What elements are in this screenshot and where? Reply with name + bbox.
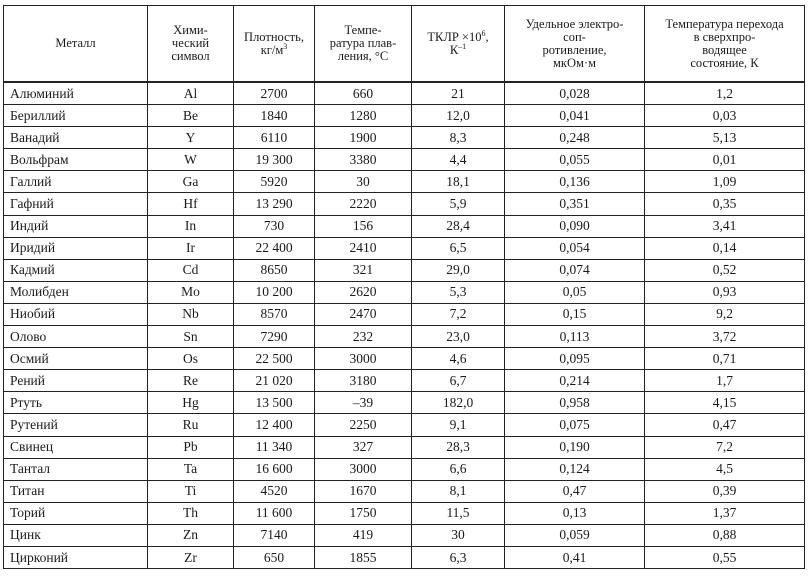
cell-symbol: Ru — [148, 414, 234, 436]
cell-resistivity: 0,113 — [505, 326, 645, 348]
cell-thermal-expansion: 11,5 — [412, 502, 505, 524]
cell-thermal-expansion: 4,4 — [412, 149, 505, 171]
cell-transition-temperature: 5,13 — [645, 127, 805, 149]
table-row — [4, 281, 805, 303]
cell-metal: Гафний — [4, 193, 148, 215]
table-row — [4, 414, 805, 436]
table-row — [4, 348, 805, 370]
cell-density: 4520 — [234, 480, 315, 502]
table-row — [4, 392, 805, 414]
cell-melting-point: 1280 — [315, 105, 412, 127]
cell-thermal-expansion: 30 — [412, 524, 505, 546]
cell-resistivity: 0,059 — [505, 524, 645, 546]
cell-metal: Рутений — [4, 414, 148, 436]
cell-metal: Молибден — [4, 281, 148, 303]
table-row — [4, 82, 805, 105]
table-row — [4, 524, 805, 546]
cell-metal: Кадмий — [4, 259, 148, 281]
cell-symbol: Ta — [148, 458, 234, 480]
cell-melting-point: 3000 — [315, 458, 412, 480]
cell-metal: Осмий — [4, 348, 148, 370]
cell-transition-temperature: 0,03 — [645, 105, 805, 127]
cell-symbol: Zr — [148, 546, 234, 568]
metals-properties-table — [3, 5, 805, 569]
cell-thermal-expansion: 21 — [412, 82, 505, 105]
cell-transition-temperature: 3,72 — [645, 326, 805, 348]
cell-metal: Торий — [4, 502, 148, 524]
cell-thermal-expansion: 28,4 — [412, 215, 505, 237]
table-row — [4, 546, 805, 568]
cell-metal: Галлий — [4, 171, 148, 193]
cell-metal: Цирконий — [4, 546, 148, 568]
table-row — [4, 303, 805, 325]
cell-symbol: Os — [148, 348, 234, 370]
cell-density: 1840 — [234, 105, 315, 127]
cell-transition-temperature: 1,37 — [645, 502, 805, 524]
cell-melting-point: 2620 — [315, 281, 412, 303]
cell-symbol: Y — [148, 127, 234, 149]
cell-resistivity: 0,214 — [505, 370, 645, 392]
cell-density: 12 400 — [234, 414, 315, 436]
cell-metal: Тантал — [4, 458, 148, 480]
cell-metal: Вольфрам — [4, 149, 148, 171]
cell-metal: Титан — [4, 480, 148, 502]
table-row — [4, 105, 805, 127]
cell-transition-temperature: 0,93 — [645, 281, 805, 303]
header-superconducting-transition: Температура перехода в сверхпро- водящее состояние, К — [645, 6, 805, 83]
cell-transition-temperature: 0,71 — [645, 348, 805, 370]
cell-melting-point: 660 — [315, 82, 412, 105]
table-row — [4, 458, 805, 480]
cell-transition-temperature: 9,2 — [645, 303, 805, 325]
cell-density: 8570 — [234, 303, 315, 325]
cell-thermal-expansion: 29,0 — [412, 259, 505, 281]
cell-transition-temperature: 4,15 — [645, 392, 805, 414]
cell-thermal-expansion: 12,0 — [412, 105, 505, 127]
cell-resistivity: 0,15 — [505, 303, 645, 325]
cell-transition-temperature: 1,2 — [645, 82, 805, 105]
cell-resistivity: 0,47 — [505, 480, 645, 502]
cell-resistivity: 0,028 — [505, 82, 645, 105]
cell-metal: Цинк — [4, 524, 148, 546]
cell-density: 22 400 — [234, 237, 315, 259]
cell-density: 19 300 — [234, 149, 315, 171]
cell-thermal-expansion: 8,1 — [412, 480, 505, 502]
cell-metal: Алюминий — [4, 82, 148, 105]
header-row — [4, 6, 805, 83]
cell-melting-point: 321 — [315, 259, 412, 281]
cell-resistivity: 0,41 — [505, 546, 645, 568]
table-body — [4, 82, 805, 569]
cell-metal: Олово — [4, 326, 148, 348]
cell-melting-point: 2470 — [315, 303, 412, 325]
table-row — [4, 326, 805, 348]
header-melting-point: Темпе- ратура плав- ления, °С — [315, 6, 412, 83]
cell-density: 7290 — [234, 326, 315, 348]
cell-melting-point: 232 — [315, 326, 412, 348]
cell-symbol: Al — [148, 82, 234, 105]
cell-density: 6110 — [234, 127, 315, 149]
cell-resistivity: 0,054 — [505, 237, 645, 259]
cell-resistivity: 0,041 — [505, 105, 645, 127]
cell-resistivity: 0,05 — [505, 281, 645, 303]
cell-metal: Ниобий — [4, 303, 148, 325]
cell-density: 21 020 — [234, 370, 315, 392]
cell-thermal-expansion: 6,5 — [412, 237, 505, 259]
cell-melting-point: 3000 — [315, 348, 412, 370]
cell-thermal-expansion: 6,7 — [412, 370, 505, 392]
cell-symbol: Hf — [148, 193, 234, 215]
cell-resistivity: 0,248 — [505, 127, 645, 149]
cell-thermal-expansion: 6,3 — [412, 546, 505, 568]
cell-density: 730 — [234, 215, 315, 237]
cell-density: 22 500 — [234, 348, 315, 370]
cell-resistivity: 0,190 — [505, 436, 645, 458]
cell-resistivity: 0,075 — [505, 414, 645, 436]
cell-melting-point: 1855 — [315, 546, 412, 568]
cell-density: 7140 — [234, 524, 315, 546]
table-row — [4, 237, 805, 259]
cell-symbol: Hg — [148, 392, 234, 414]
cell-melting-point: 327 — [315, 436, 412, 458]
cell-symbol: Cd — [148, 259, 234, 281]
table-row — [4, 127, 805, 149]
table-header — [4, 6, 805, 83]
table-row — [4, 480, 805, 502]
cell-resistivity: 0,958 — [505, 392, 645, 414]
cell-transition-temperature: 3,41 — [645, 215, 805, 237]
cell-thermal-expansion: 5,9 — [412, 193, 505, 215]
header-resistivity: Удельное электро- соп- ротивление, мкОм·м — [505, 6, 645, 83]
cell-melting-point: –39 — [315, 392, 412, 414]
cell-melting-point: 1750 — [315, 502, 412, 524]
table-row — [4, 171, 805, 193]
cell-density: 11 340 — [234, 436, 315, 458]
table-row — [4, 149, 805, 171]
header-thermal-expansion: ТКЛР $\times 10^6$, $К^{-1}$ — [412, 6, 505, 83]
cell-transition-temperature: 7,2 — [645, 436, 805, 458]
cell-thermal-expansion: 23,0 — [412, 326, 505, 348]
cell-melting-point: 2220 — [315, 193, 412, 215]
cell-transition-temperature: 0,14 — [645, 237, 805, 259]
cell-symbol: In — [148, 215, 234, 237]
header-density: Плотность, $кг/м^3$ — [234, 6, 315, 83]
cell-transition-temperature: 0,35 — [645, 193, 805, 215]
cell-symbol: Mo — [148, 281, 234, 303]
cell-symbol: Ga — [148, 171, 234, 193]
header-metal: Металл — [4, 6, 148, 83]
cell-transition-temperature: 0,88 — [645, 524, 805, 546]
cell-symbol: Pb — [148, 436, 234, 458]
cell-thermal-expansion: 28,3 — [412, 436, 505, 458]
cell-thermal-expansion: 7,2 — [412, 303, 505, 325]
cell-symbol: W — [148, 149, 234, 171]
cell-density: 13 500 — [234, 392, 315, 414]
cell-transition-temperature: 0,01 — [645, 149, 805, 171]
cell-melting-point: 1900 — [315, 127, 412, 149]
cell-symbol: Zn — [148, 524, 234, 546]
cell-transition-temperature: 1,7 — [645, 370, 805, 392]
cell-resistivity: 0,074 — [505, 259, 645, 281]
cell-density: 2700 — [234, 82, 315, 105]
cell-melting-point: 2410 — [315, 237, 412, 259]
cell-transition-temperature: 0,52 — [645, 259, 805, 281]
cell-transition-temperature: 0,47 — [645, 414, 805, 436]
cell-transition-temperature: 0,55 — [645, 546, 805, 568]
cell-thermal-expansion: 182,0 — [412, 392, 505, 414]
cell-density: 650 — [234, 546, 315, 568]
cell-metal: Индий — [4, 215, 148, 237]
cell-symbol: Be — [148, 105, 234, 127]
cell-thermal-expansion: 5,3 — [412, 281, 505, 303]
cell-melting-point: 3380 — [315, 149, 412, 171]
cell-metal: Свинец — [4, 436, 148, 458]
cell-density: 11 600 — [234, 502, 315, 524]
cell-melting-point: 3180 — [315, 370, 412, 392]
cell-density: 5920 — [234, 171, 315, 193]
cell-resistivity: 0,090 — [505, 215, 645, 237]
cell-density: 13 290 — [234, 193, 315, 215]
cell-metal: Ртуть — [4, 392, 148, 414]
cell-symbol: Sn — [148, 326, 234, 348]
cell-transition-temperature: 0,39 — [645, 480, 805, 502]
cell-resistivity: 0,055 — [505, 149, 645, 171]
cell-density: 10 200 — [234, 281, 315, 303]
cell-resistivity: 0,136 — [505, 171, 645, 193]
cell-density: 16 600 — [234, 458, 315, 480]
table-row — [4, 370, 805, 392]
cell-melting-point: 2250 — [315, 414, 412, 436]
cell-metal: Бериллий — [4, 105, 148, 127]
cell-thermal-expansion: 4,6 — [412, 348, 505, 370]
cell-transition-temperature: 4,5 — [645, 458, 805, 480]
cell-density: 8650 — [234, 259, 315, 281]
cell-symbol: Re — [148, 370, 234, 392]
cell-thermal-expansion: 9,1 — [412, 414, 505, 436]
table-row — [4, 193, 805, 215]
table-row — [4, 502, 805, 524]
cell-melting-point: 1670 — [315, 480, 412, 502]
cell-metal: Иридий — [4, 237, 148, 259]
header-symbol: Хими- ческий символ — [148, 6, 234, 83]
cell-thermal-expansion: 8,3 — [412, 127, 505, 149]
cell-melting-point: 156 — [315, 215, 412, 237]
table-row — [4, 215, 805, 237]
cell-metal: Рений — [4, 370, 148, 392]
cell-resistivity: 0,351 — [505, 193, 645, 215]
metals-table-container — [3, 5, 804, 569]
cell-symbol: Ti — [148, 480, 234, 502]
table-row — [4, 436, 805, 458]
cell-transition-temperature: 1,09 — [645, 171, 805, 193]
cell-melting-point: 30 — [315, 171, 412, 193]
cell-thermal-expansion: 6,6 — [412, 458, 505, 480]
cell-symbol: Th — [148, 502, 234, 524]
cell-resistivity: 0,13 — [505, 502, 645, 524]
cell-melting-point: 419 — [315, 524, 412, 546]
table-row — [4, 259, 805, 281]
cell-symbol: Nb — [148, 303, 234, 325]
cell-thermal-expansion: 18,1 — [412, 171, 505, 193]
cell-resistivity: 0,095 — [505, 348, 645, 370]
cell-resistivity: 0,124 — [505, 458, 645, 480]
cell-symbol: Ir — [148, 237, 234, 259]
cell-metal: Ванадий — [4, 127, 148, 149]
